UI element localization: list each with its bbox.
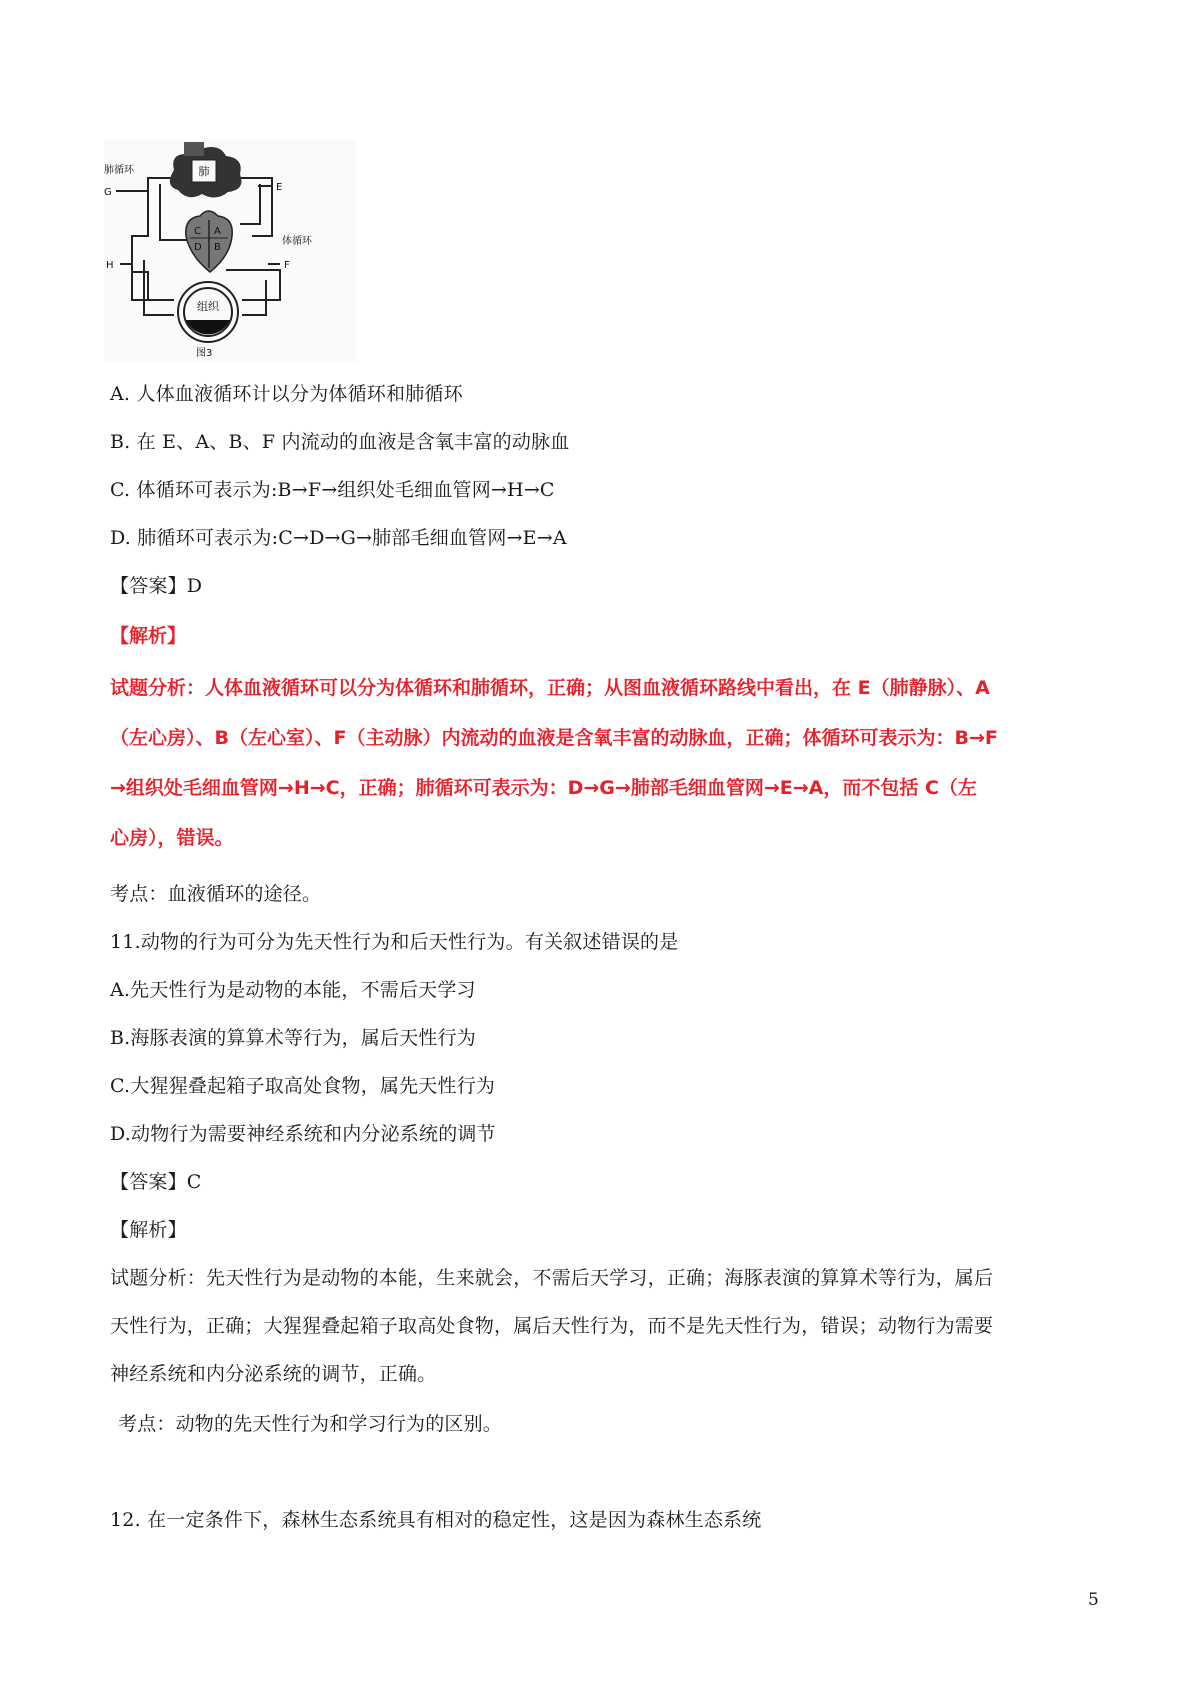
q11-analysis-line-2: 天性行为，正确；大猩猩叠起箱子取高处食物，属后天性行为，而不是先天性行为，错误；动物行为需要 [110, 1315, 994, 1337]
q10-analysis-line-2: （左心房）、B（左心室）、F（主动脉）内流动的血液是含氧丰富的动脉血，正确；体循环可表示为：B→F [110, 727, 998, 749]
q10-analysis-line-4: 心房），错误。 [110, 827, 234, 849]
q11-option-d: D.动物行为需要神经系统和内分泌系统的调节 [110, 1123, 496, 1145]
label-b: B [214, 242, 221, 253]
circulation-diagram-svg [104, 140, 356, 362]
label-d: D [194, 242, 202, 253]
q11-option-c: C.大猩猩叠起箱子取高处食物，属先天性行为 [110, 1075, 496, 1097]
q10-analysis-label: 【解析】 [110, 625, 187, 647]
q10-option-d: D. 肺循环可表示为:C→D→G→肺部毛细血管网→E→A [110, 527, 567, 549]
circulation-diagram [104, 140, 356, 362]
label-g: G [104, 187, 112, 198]
label-systemic: 体循环 [282, 236, 312, 247]
q11-stem: 11.动物的行为可分为先天性行为和后天性行为。有关叙述错误的是 [110, 931, 679, 953]
q11-analysis-line-1: 试题分析：先天性行为是动物的本能，生来就会，不需后天学习，正确；海豚表演的算算术等行为，属后 [110, 1267, 994, 1289]
label-e: E [276, 182, 283, 193]
q10-analysis-line-1: 试题分析：人体血液循环可以分为体循环和肺循环，正确；从图血液循环路线中看出，在 E（肺静脉）、A [110, 677, 990, 699]
q10-answer: 【答案】D [110, 575, 203, 597]
q11-analysis-line-3: 神经系统和内分泌系统的调节，正确。 [110, 1363, 437, 1385]
q11-option-a: A.先天性行为是动物的本能，不需后天学习 [110, 979, 476, 1001]
q11-answer: 【答案】C [110, 1171, 202, 1193]
label-c: C [194, 226, 201, 237]
label-f: F [284, 260, 290, 271]
q11-option-b: B.海豚表演的算算术等行为，属后天性行为 [110, 1027, 477, 1049]
label-h: H [106, 260, 114, 271]
q10-option-c: C. 体循环可表示为:B→F→组织处毛细血管网→H→C [110, 479, 555, 501]
figure-caption: 图3 [196, 348, 213, 359]
label-lung: 肺 [198, 165, 210, 178]
q10-analysis-line-3: →组织处毛细血管网→H→C，正确；肺循环可表示为：D→G→肺部毛细血管网→E→A，而不包括 C（左 [110, 777, 977, 799]
q10-option-a: A. 人体血液循环计以分为体循环和肺循环 [110, 383, 463, 405]
label-a: A [214, 226, 221, 237]
label-pulmonary: 肺循环 [104, 165, 134, 176]
q12-stem: 12. 在一定条件下，森林生态系统具有相对的稳定性，这是因为森林生态系统 [110, 1509, 762, 1531]
q10-option-b: B. 在 E、A、B、F 内流动的血液是含氧丰富的动脉血 [110, 431, 570, 453]
trachea [184, 142, 204, 156]
q11-point: 考点：动物的先天性行为和学习行为的区别。 [118, 1413, 503, 1435]
page-number: 5 [1088, 1590, 1099, 1610]
q10-point: 考点：血液循环的途径。 [110, 883, 322, 905]
q11-analysis-label: 【解析】 [110, 1219, 187, 1241]
label-tissue: 组织 [197, 300, 219, 313]
